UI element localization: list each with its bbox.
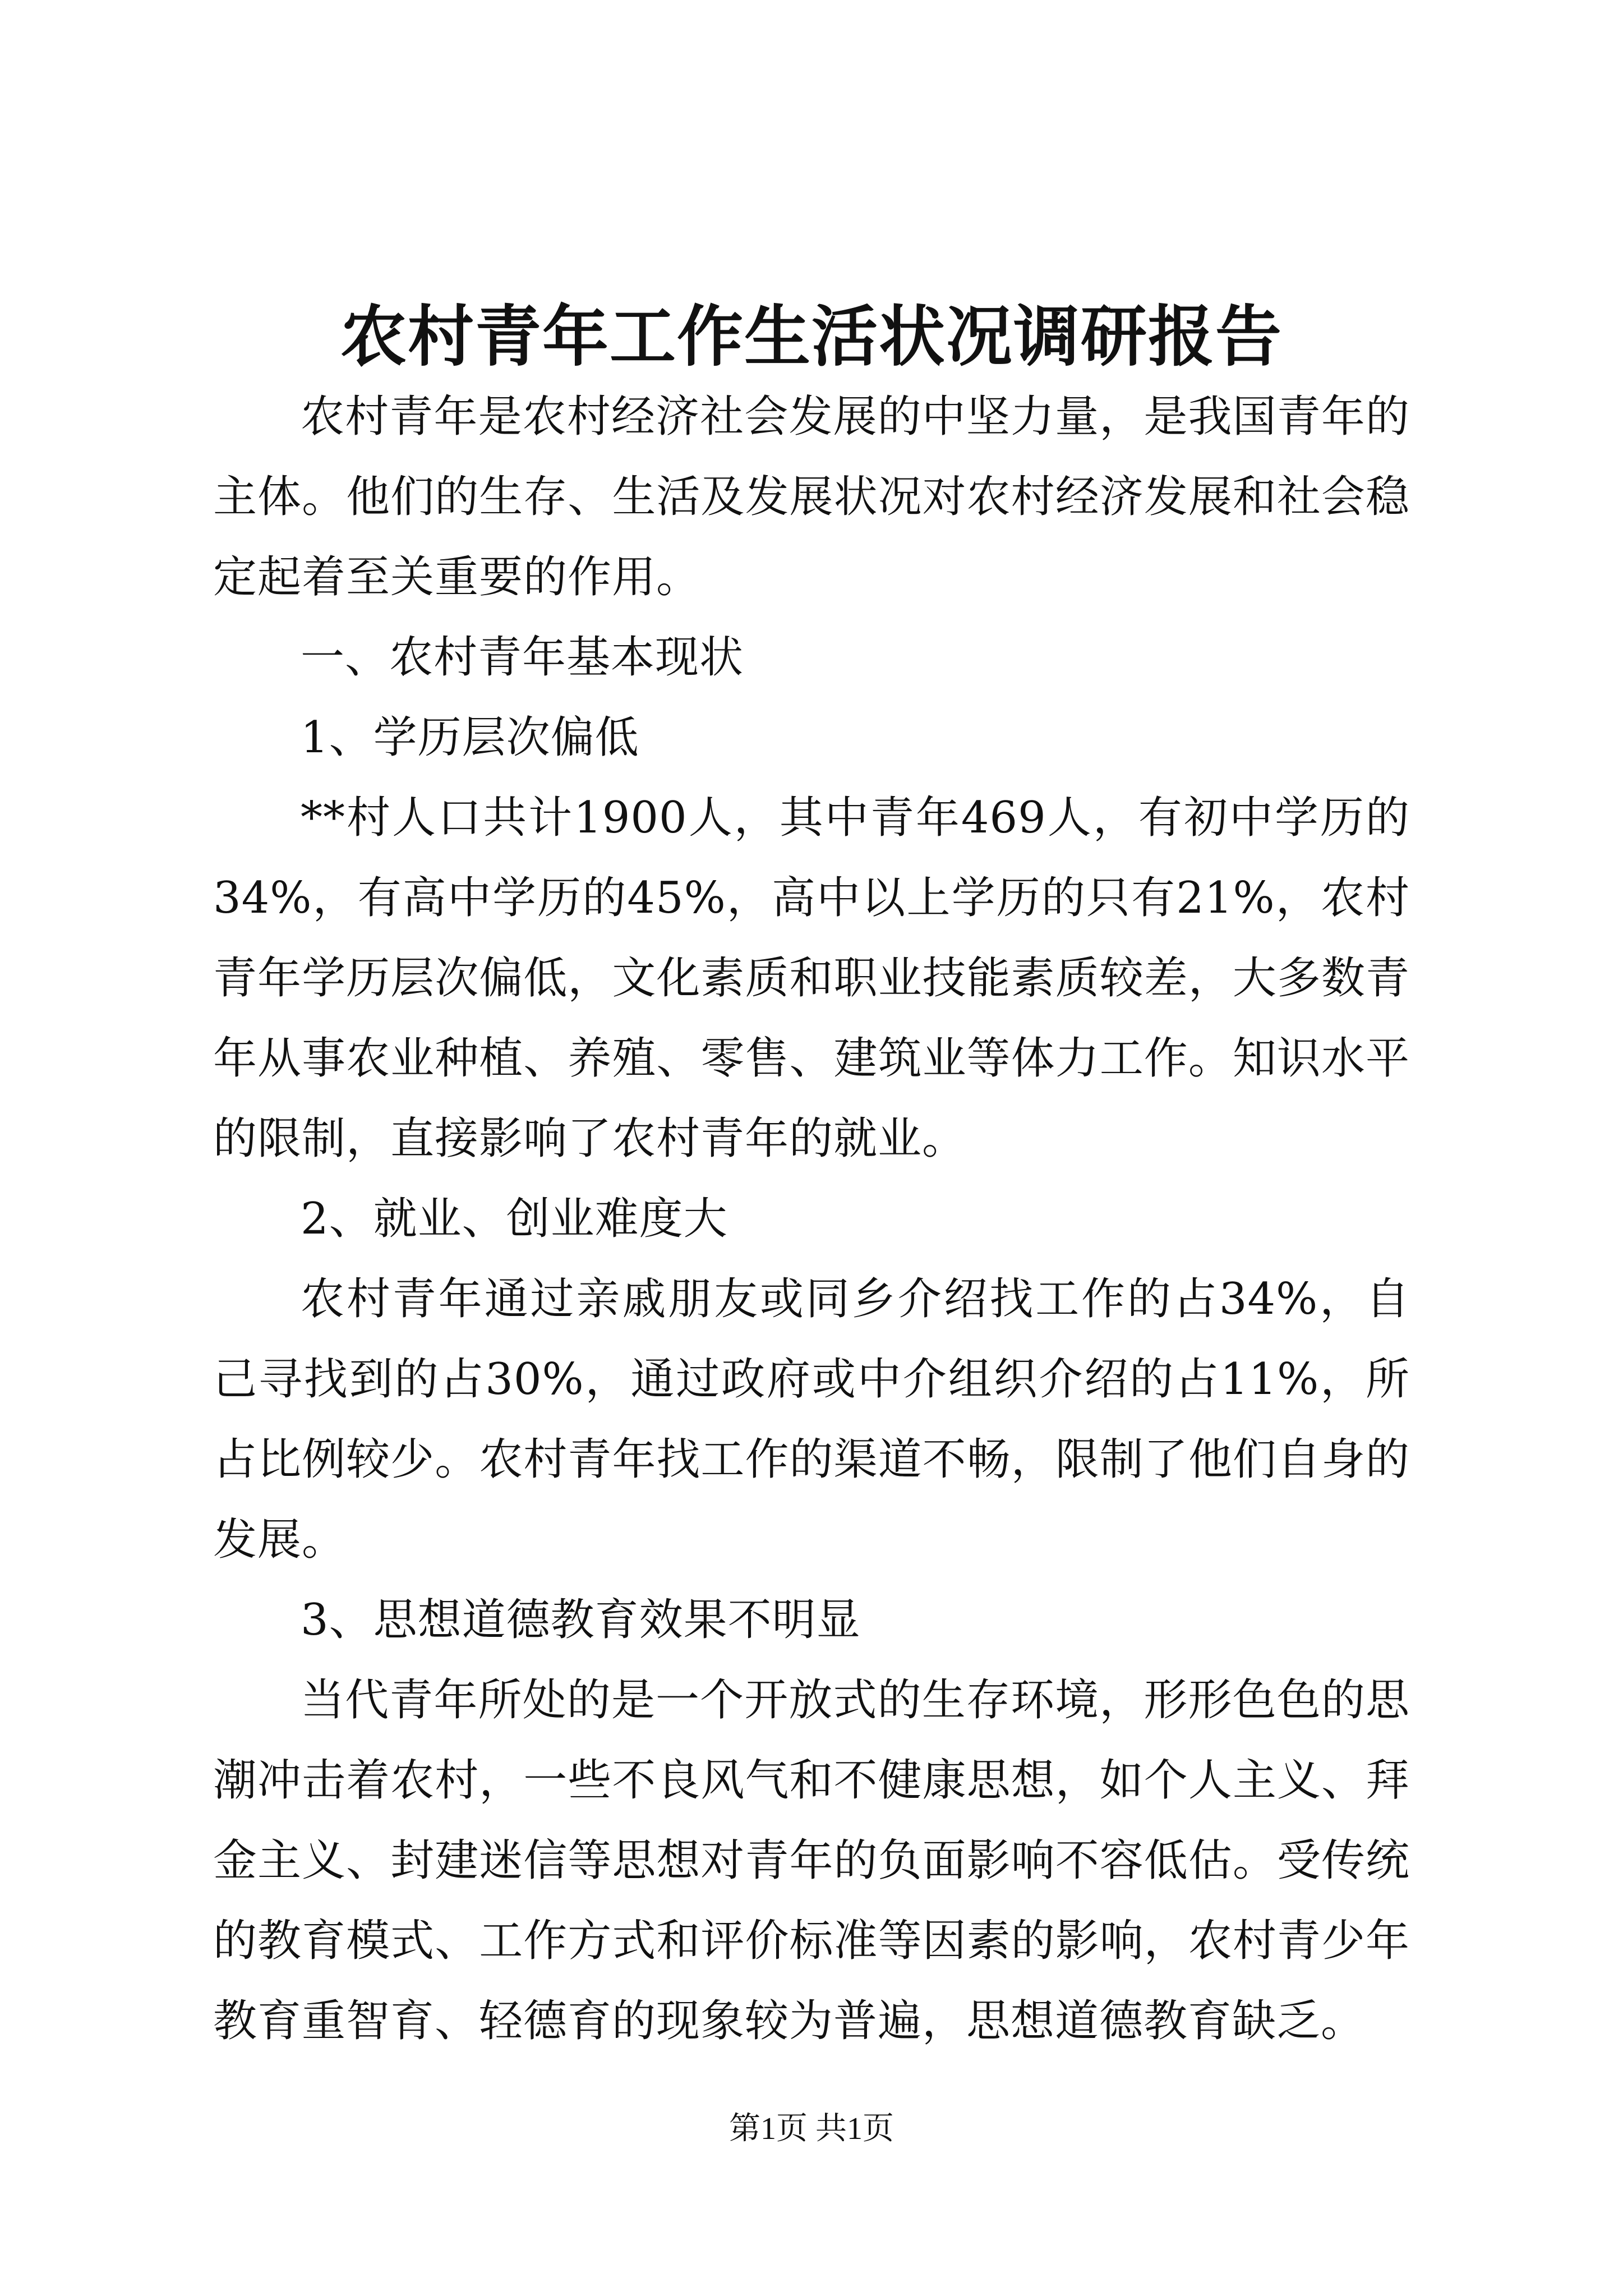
paragraph-intro: 农村青年是农村经济社会发展的中坚力量，是我国青年的主体。他们的生存、生活及发展状况对农村经济发展和社会稳定起着至关重要的作用。 [213, 392, 1410, 602]
subheading-2: 2、就业、创业难度大 [301, 1194, 728, 1244]
paragraph-education: **村人口共计1900人，其中青年469人，有初中学历的34%，有高中学历的45%，高中以上学历的只有21%，农村青年学历层次偏低，文化素质和职业技能素质较差，大多数青年从事农业种植、养殖、零售、建筑业等体力工作。知识水平的限制，直接影响了农村青年的就业。 [213, 793, 1410, 1164]
page-footer: 第1页 共1页 [729, 2111, 894, 2146]
section-heading-1: 一、农村青年基本现状 [301, 632, 744, 683]
subheading-1: 1、学历层次偏低 [301, 712, 639, 763]
paragraph-moral-education: 当代青年所处的是一个开放式的生存环境，形形色色的思潮冲击着农村，一些不良风气和不健康思想，如个人主义、拜金主义、封建迷信等思想对青年的负面影响不容低估。受传统的教育模式、工作方式和评价标准等因素的影响，农村青少年教育重智育、轻德育的现象较为普遍，思想道德教育缺乏。 [213, 1675, 1410, 2046]
paragraph-employment: 农村青年通过亲戚朋友或同乡介绍找工作的占34%，自己寻找到的占30%，通过政府或中介组织介绍的占11%，所占比例较少。农村青年找工作的渠道不畅，限制了他们自身的发展。 [213, 1274, 1410, 1565]
document-body [213, 377, 1410, 2062]
subheading-3: 3、思想道德教育效果不明显 [301, 1595, 861, 1645]
document-title: 农村青年工作生活状况调研报告 [340, 297, 1283, 375]
